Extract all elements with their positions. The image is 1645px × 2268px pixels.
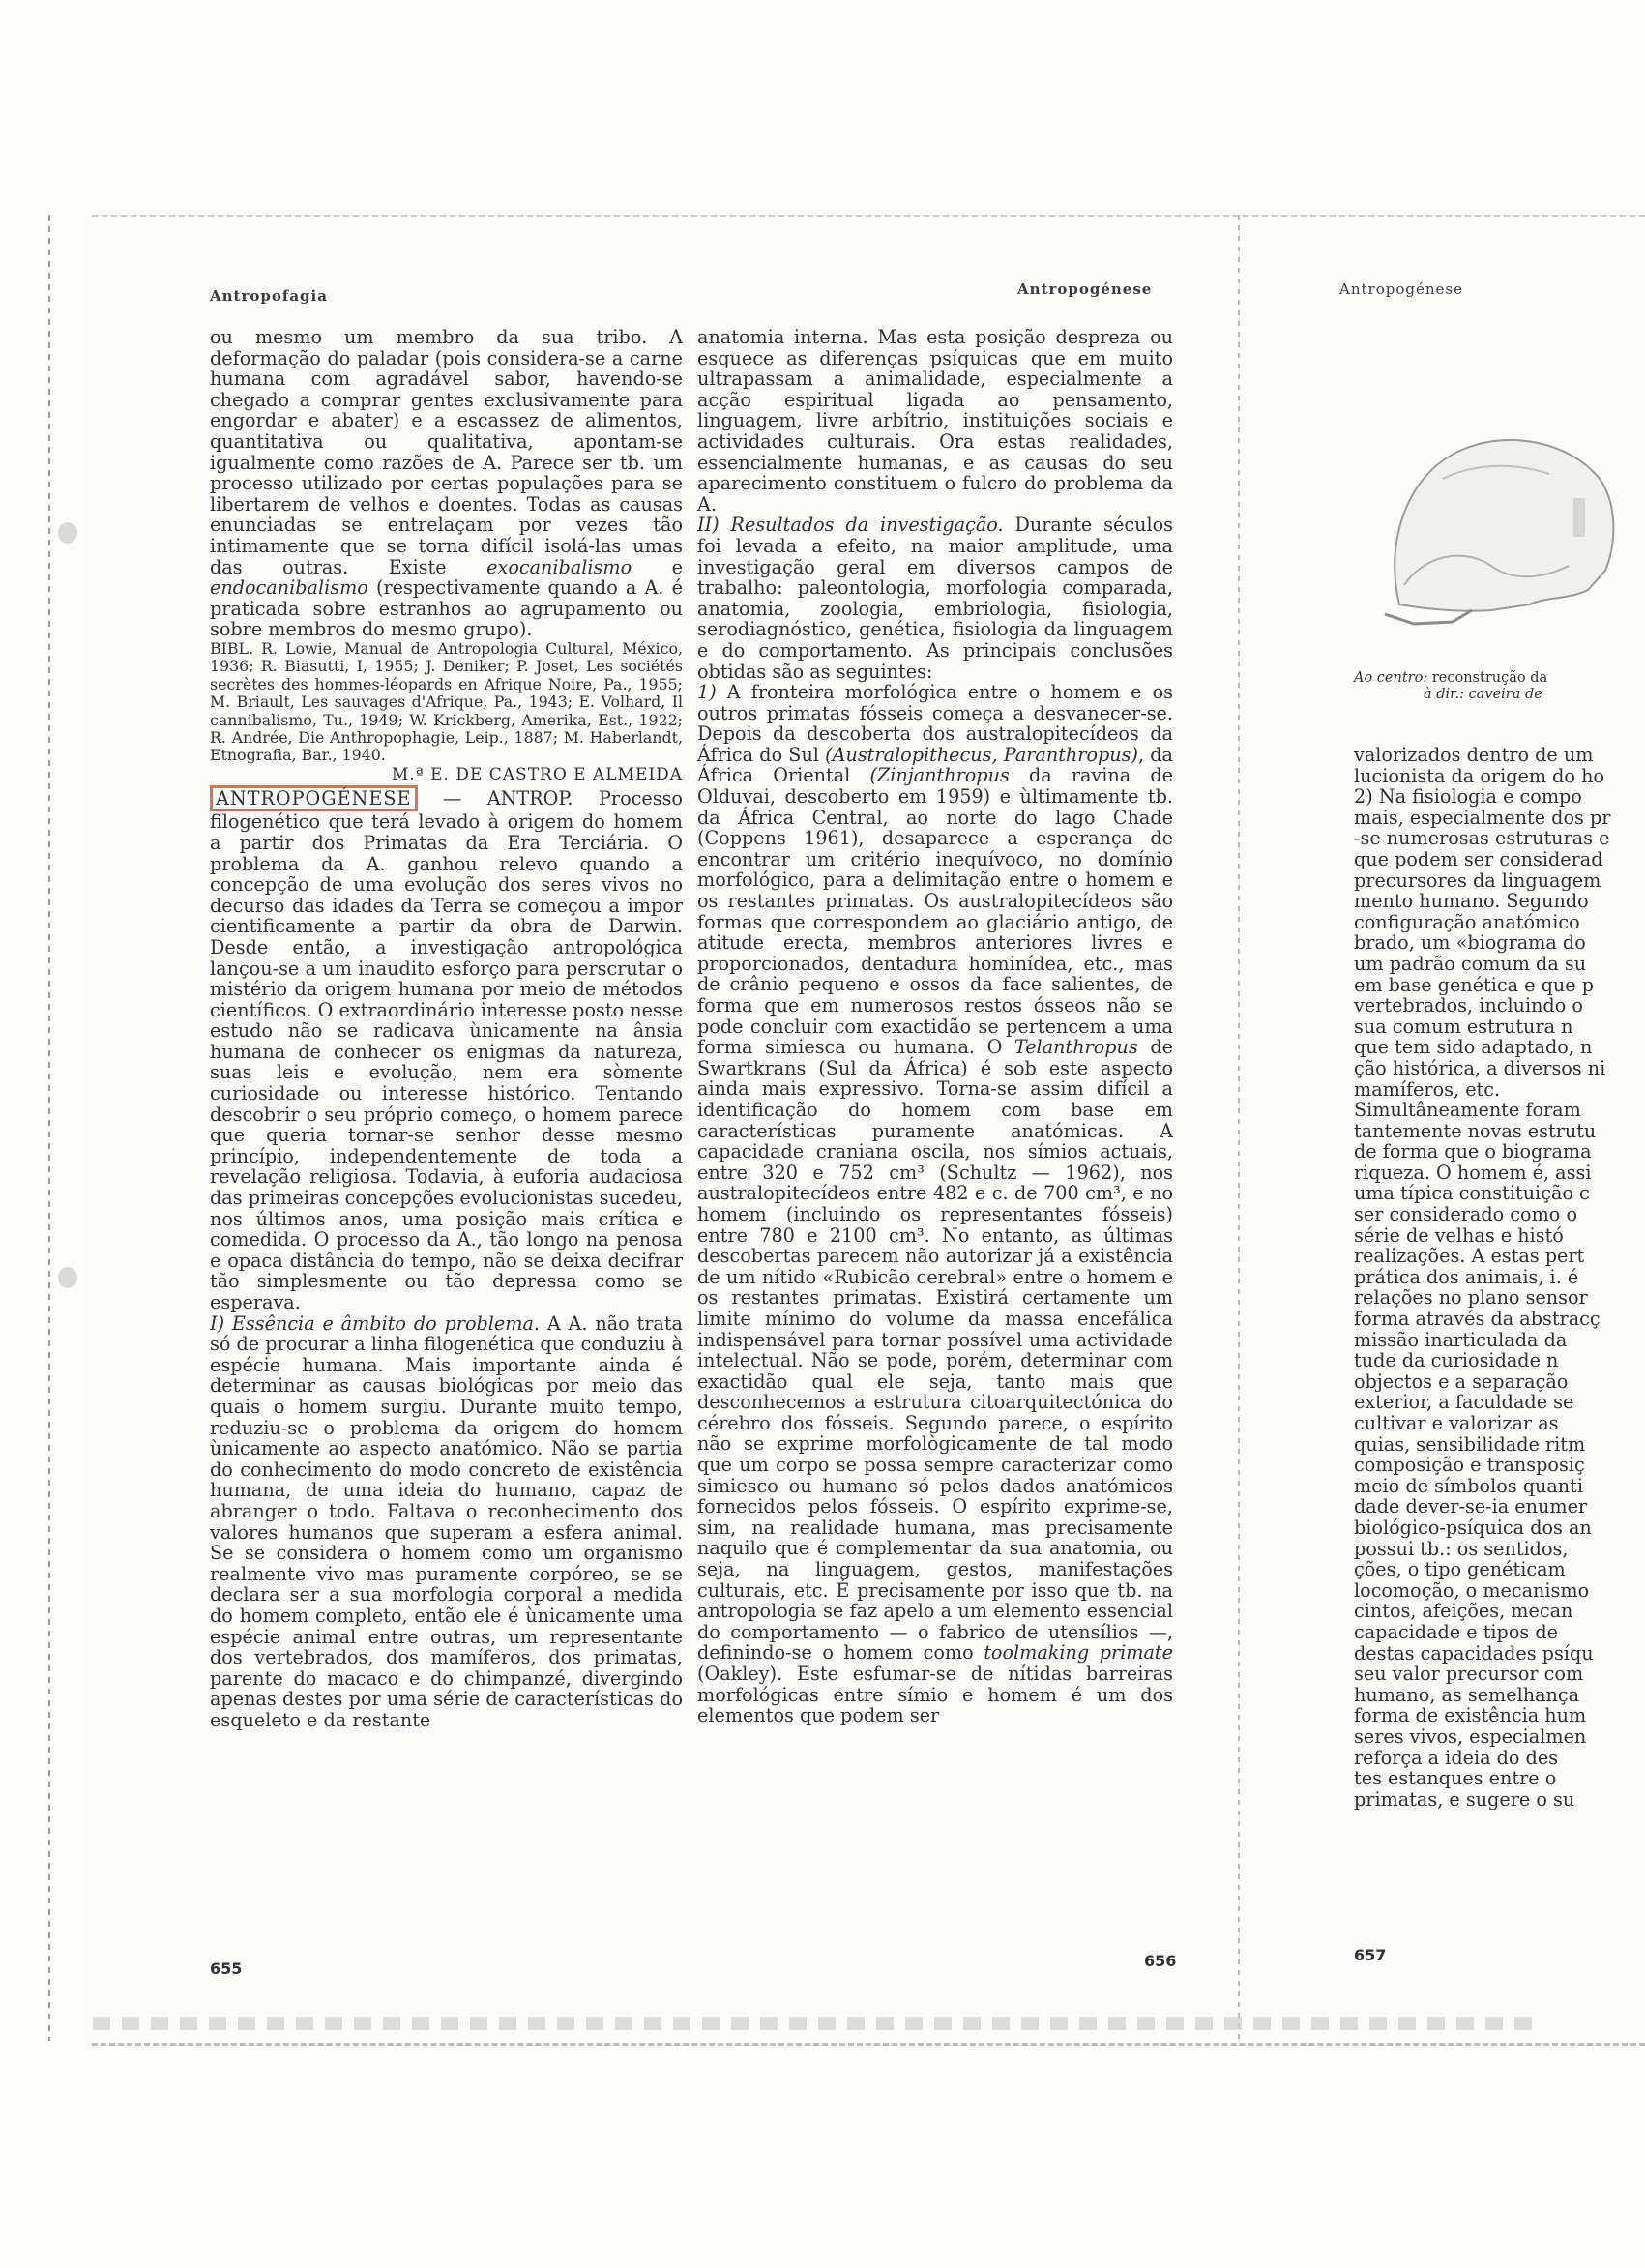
column-3-line: que tem sido adaptado, n — [1354, 1037, 1593, 1058]
column-3-line: composição e transposiç — [1354, 1455, 1585, 1476]
column-3-line: forma de existência hum — [1354, 1705, 1587, 1726]
column-3-line: vertebrados, incluindo o — [1354, 995, 1583, 1016]
column-3-line: um padrão comum da su — [1354, 953, 1587, 975]
skull-illustration — [1346, 382, 1636, 643]
column-3-line: objectos e a separação — [1354, 1370, 1569, 1393]
column-3-line: prática dos animais, i. é — [1354, 1266, 1579, 1288]
column-3-line: Simultâneamente foram — [1354, 1100, 1581, 1121]
column-3-line: ser considerado como o — [1354, 1204, 1577, 1225]
running-head-657: Antropogénese — [1339, 280, 1463, 298]
column-3-line: mais, especialmente dos pr — [1354, 807, 1611, 829]
section-title: I) Essência e âmbito do problema. — [210, 1311, 541, 1335]
column-3-line: tantemente novas estrutu — [1354, 1120, 1597, 1142]
column-3-line: tude da curiosidade n — [1354, 1350, 1559, 1371]
column-3-line: cintos, afeições, mecan — [1354, 1601, 1573, 1622]
column-3-line: locomoção, o mecanismo — [1354, 1579, 1590, 1602]
column-3-line: ção histórica, a diversos ni — [1354, 1057, 1606, 1079]
punch-hole — [58, 522, 77, 544]
column-3-line: de forma que o biograma — [1354, 1141, 1592, 1163]
column-3-line: que podem ser considerad — [1354, 848, 1603, 870]
column-3-line: lucionista da origem do ho — [1354, 765, 1604, 787]
section-title: II) Resultados da investigação. — [697, 514, 1004, 537]
column-3 — [1354, 745, 1631, 1810]
column-3-line: uma típica constituição c — [1354, 1183, 1590, 1205]
column-3-line: missão inarticulada da — [1354, 1329, 1568, 1351]
page-fold — [1238, 215, 1240, 2041]
column-3-line: série de velhas e histó — [1354, 1224, 1564, 1247]
running-head-656: Antropogénese — [1017, 280, 1153, 298]
column-3-line: brado, um «biograma do — [1354, 932, 1586, 954]
column-3-line: destas capacidades psíqu — [1354, 1642, 1594, 1664]
section-paragraph: I) Essência e âmbito do problema. A A. não trata só de procurar a linha filogenética que conduziu à espécie humana. Mais importante ainda é determinar as causas biológicas por meio das quais o homem surgiu. Durante muito tempo, reduziu-se o problema da origem do homem ùnicamente ao aspecto anatómico. Não se partia do conhecimento do modo concreto de existência humana, de uma ideia do humano, capaz de abranger o todo. Faltava o reconhecimento dos valores humanos que superam a esfera animal. Se se considera o homem como um organismo realmente vivo mas puramente corpóreo, se se declara ser a sua morfologia corporal a medida do homem completo, então ele é ùnicamente uma espécie animal entre outras, um representante dos vertebrados, dos mamíferos, dos primatas, parente do macaco e do chimpanzé, divergindo apenas destes por uma série de características do esqueleto e da restante — [210, 1311, 683, 1731]
entry-paragraph: ANTROPOGÉNESE — ANTROP. Processo filogenético que terá levado à origem do homem a partir dos Primatas da Era Terciária. O problema da A. ganhou relevo quando a concepção de uma evolução dos seres vivos no decurso das idades da Terra se começou a impor cientificamente a partir da obra de Darwin. Desde então, a investigação antropológica lançou-se a um inaudito esforço para perscrutar o mistério da origem humana por meio de métodos científicos. O extraordinário interesse posto nesse estudo não se radicava ùnicamente na ânsia humana de conhecer os enigmas da natureza, suas leis e evolução, nem era sòmente curiosidade ou interesse histórico. Tentando descobrir o seu próprio começo, o homem parece que queria tornar-se senhor desse mesmo princípio, independentemente de toda a revelação religiosa. Todavia, à euforia audaciosa das primeiras concepções evolucionistas sucedeu, nos últimos anos, uma posição mais crítica e comedida. O processo da A., tão longo na penosa e opaca distância do tempo, não se deixa decifrar tão simplesmente ou tão depressa como se esperava. — [210, 787, 683, 1313]
entry-headword: ANTROPOGÉNESE — [210, 785, 418, 811]
column-3-line: realizações. A estas pert — [1354, 1246, 1585, 1267]
paragraph: ou mesmo um membro da sua tribo. A deformação do paladar (pois considera-se a carne humana com agradável sabor, havendo-se chegado a comprar gentes exclusivamente para engordar e abater) e a escassez de alimentos, quantitativa ou qualitativa, apontam-se igualmente como razões de A. Parece ser tb. um processo utilizado por certas populações para se libertarem de velhos e doentes. Todas as causas enunciadas se entrelaçam por vezes tão intimamente que se torna difícil isolá-las umas das outras. Existe exocanibalismo e endocanibalismo (respectivamente quando a A. é praticada sobre estranhos ao agrupamento ou sobre membros do mesmo grupo). — [210, 326, 683, 641]
column-3-line: tes estanques entre o — [1354, 1768, 1557, 1789]
column-3-line: seu valor precursor com — [1354, 1664, 1584, 1685]
column-3-line: reforça a ideia do des — [1354, 1747, 1559, 1769]
column-3-line: exterior, a faculdade se — [1354, 1392, 1574, 1413]
page-number-655: 655 — [210, 1959, 243, 1978]
column-3-line: 2) Na fisiologia e compo — [1354, 786, 1582, 808]
column-3-line: ções, o tipo genéticam — [1354, 1559, 1566, 1580]
author-signature: M.ª E. DE CASTRO E ALMEIDA — [391, 764, 683, 784]
running-head-655: Antropofagia — [210, 287, 328, 305]
column-3-line: cultivar e valorizar as — [1354, 1413, 1559, 1434]
column-3-line: capacidade e tipos de — [1354, 1621, 1558, 1643]
paragraph: anatomia interna. Mas esta posição despreza ou esquece as diferenças psíquicas que em muito ultrapassam a animalidade, especialmente a acção espiritual ligada ao pensamento, linguagem, livre arbítrio, instituições sociais e actividades culturais. Ora estas realidades, essencialmente humanas, e as causas do seu aparecimento constituem o fulcro do problema da A. — [697, 326, 1173, 515]
list-item: 1) A fronteira morfológica entre o homem e os outros primatas fósseis começa a desvanecer-se. Depois da descoberta dos australopitecídeos da África do Sul (Australopithecus, Paranthropus), da África Oriental (Zinjanthropus da ravina de Olduvai, descoberto em 1959) e ùltimamente tb. da África Central, ao norte do lago Chade (Coppens 1961), desaparece a esperança de encontrar um critério inequívoco, no domínio morfológico, para a delimitação entre o homem e os restantes primatas. Os australopitecídeos são formas que correspondem ao glaciário antigo, de atitude erecta, membros anteriores livres e proporcionados, dentadura hominídea, etc., mas de crânio pequeno e ossos da face salientes, de forma que em numerosos restos ósseos não se pode concluir com exactidão se pertencem a uma forma simiesca ou humana. O Telanthropus de Swartkrans (Sul da África) é sob este aspecto ainda mais expressivo. Torna-se assim difícil a identificação do homem com base em características puramente anatómicas. A capacidade craniana oscila, nos símios actuais, entre 320 e 752 cm³ (Schultz — 1962), nos australopitecídeos entre 482 e c. de 700 cm³, e no homem (incluindo os representantes fósseis) entre 780 e 2100 cm³. No entanto, as últimas descobertas parecem não autorizar já a existência de um nítido «Rubicão cerebral» entre o homem e os restantes primatas. Existirá certamente um limite mínimo do volume da massa encefálica indispensável para tornar possível uma actividade intelectual. Não se pode, porém, determinar com exactidão qual ele seja, tanto mais que desconhecemos a estrutura citoarquitectónica do cérebro dos fósseis. Segundo parece, o espírito não se exprime morfològicamente de tal modo que um corpo se possa sempre caracterizar como simiesco ou humano só pelos dados anatómicos fornecidos pelos fósseis. O espírito exprime-se, sim, na realidade humana, mas precisamente naquilo que é complementar da sua anatomia, ou seja, na linguagem, gestos, manifestações culturais, etc. É precisamente por isso que tb. na antropologia se faz apelo a um elemento essencial do comportamento — o fabrico de utensílios —, definindo-se o homem como toolmaking primate (Oakley). Este esfumar-se de nítidas barreiras morfológicas entre símio e homem é um dos elementos que podem ser — [697, 681, 1174, 1727]
figure-caption: Ao centro: reconstrução da à dir.: caveira de — [1354, 670, 1548, 702]
page-number-657: 657 — [1354, 1946, 1387, 1964]
column-3-line: primatas, e sugere o su — [1354, 1788, 1575, 1811]
column-3-line: meio de símbolos quanti — [1354, 1475, 1584, 1497]
column-3-line: riqueza. O homem é, assi — [1354, 1162, 1592, 1184]
column-3-line: precursores da linguagem — [1354, 869, 1601, 892]
section-paragraph: II) Resultados da investigação. Durante séculos foi levada a efeito, na maior amplitude, uma investigação geral em diversos campos de trabalho: paleontologia, morfologia comparada, anatomia, zoologia, embriologia, fisiologia, serodiagnóstico, genética, fisiologia da linguagem e do comportamento. As principais conclusões obtidas são as seguintes: — [697, 514, 1173, 683]
column-2 — [697, 327, 1173, 1726]
column-3-line: forma através da abstracç — [1354, 1309, 1601, 1330]
page-number-656: 656 — [1144, 1952, 1177, 1970]
column-3-line: biológico-psíquica dos an — [1354, 1517, 1592, 1539]
column-3-line: relações no plano sensor — [1354, 1287, 1588, 1310]
column-3-line: quias, sensibilidade ritm — [1354, 1433, 1586, 1456]
column-3-line: dade dever-se-ia enumer — [1354, 1496, 1588, 1517]
column-3-line: mamíferos, etc. — [1354, 1078, 1501, 1101]
column-3-line: valorizados dentro de um — [1354, 745, 1594, 766]
bibliography: BIBL. R. Lowie, Manual de Antropologia Cultural, México, 1936; R. Biasutti, I, 1955; J. Deniker; P. Joset, Les sociétés secrètes des hommes-léopards en Afrique Noire, Pa., 1955; M. Briault, Les sauvages d'Afrique, Pa., 1943; E. Volhard, Il cannibalismo, Tu., 1949; W. Krickberg, Amerika, Est., 1922; R. Andrée, Die Anthropophagie, Leip., 1887; M. Haberlandt, Etnografia, Bar., 1940. — [210, 638, 683, 765]
column-3-line: mento humano. Segundo — [1354, 891, 1589, 912]
punch-hole — [58, 1267, 77, 1288]
page-edge — [48, 215, 50, 2041]
column-3-line: seres vivos, especialmen — [1354, 1725, 1587, 1748]
column-3-line: configuração anatómico — [1354, 911, 1580, 933]
column-3-line: humano, as semelhança — [1354, 1684, 1580, 1706]
column-1 — [210, 327, 683, 1730]
column-3-line: em base genética e que p — [1354, 974, 1594, 996]
scan-smear — [93, 2017, 1534, 2030]
column-3-line: possui tb.: os sentidos, — [1354, 1538, 1569, 1560]
column-3-line: sua comum estrutura n — [1354, 1016, 1573, 1038]
column-3-line: -se numerosas estruturas e — [1354, 828, 1610, 849]
